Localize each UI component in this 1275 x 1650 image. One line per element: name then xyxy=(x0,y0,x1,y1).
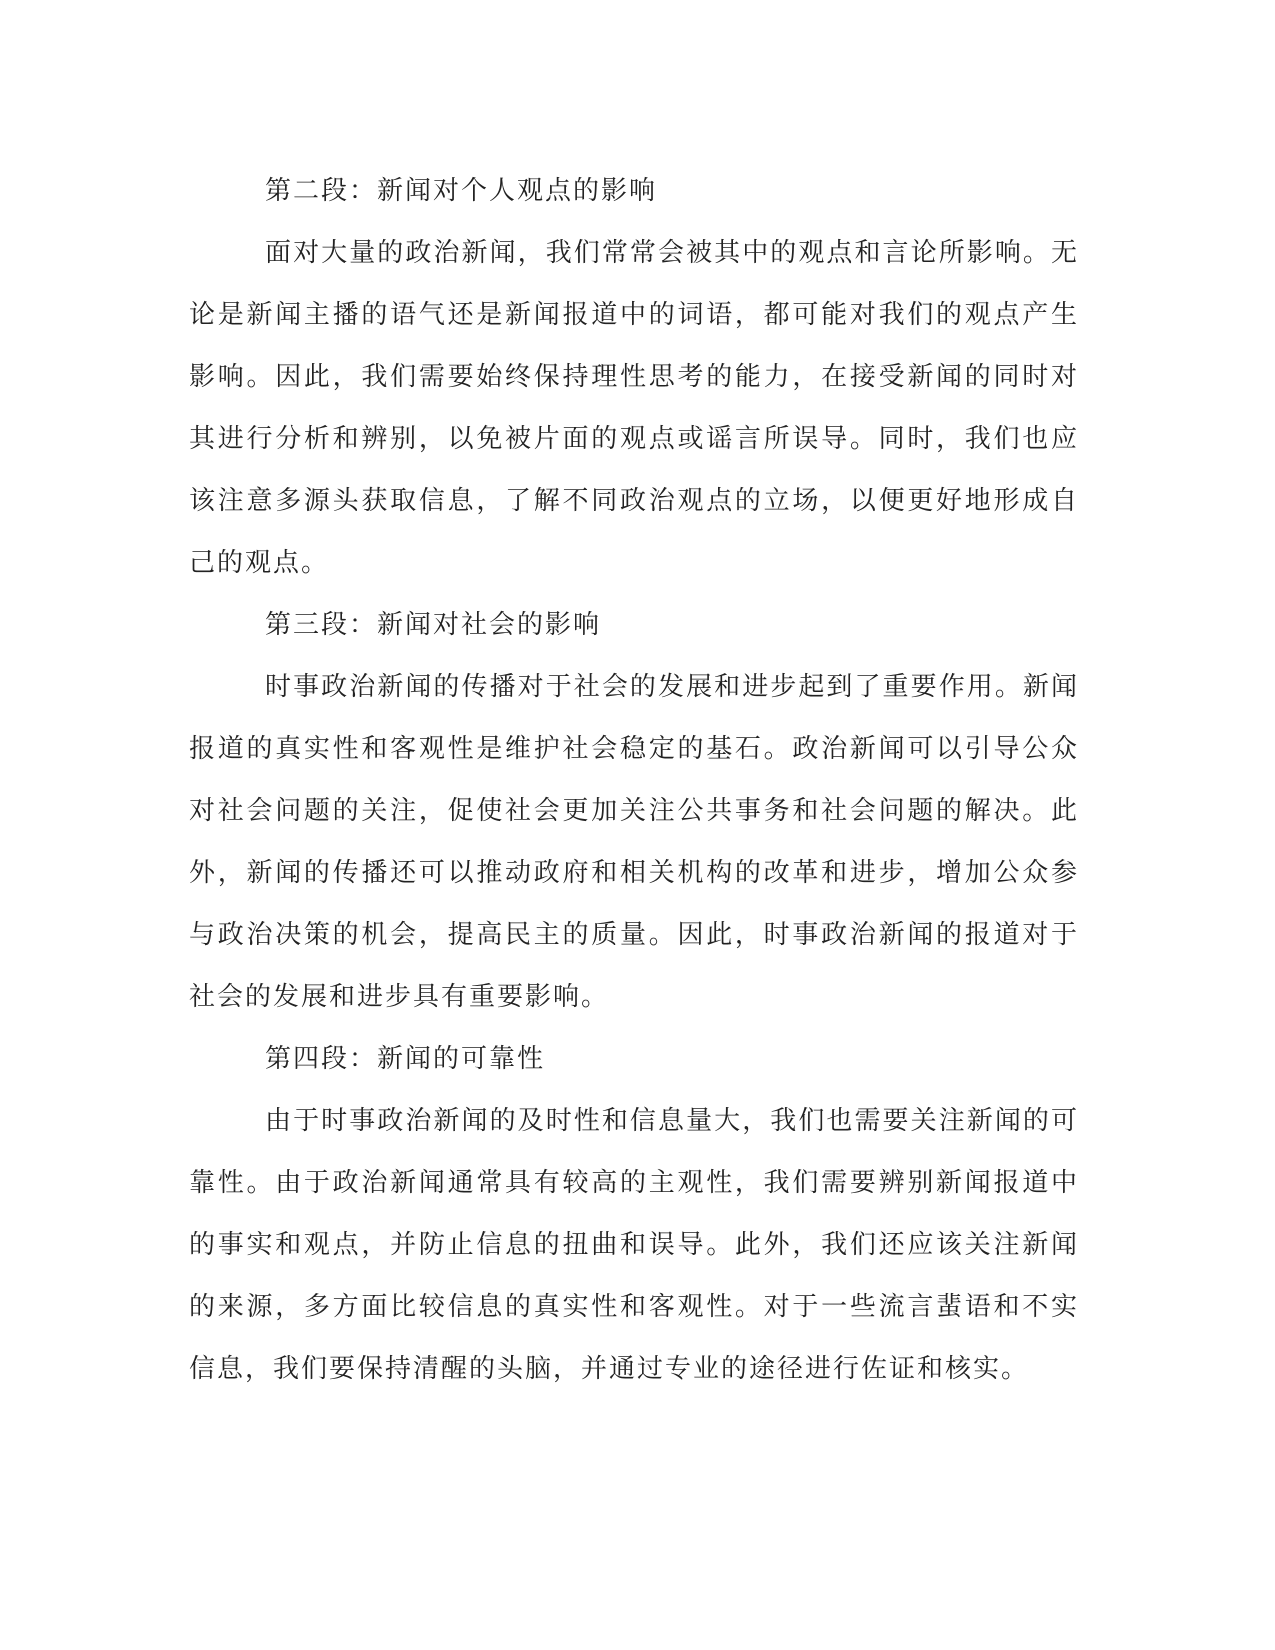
section-heading: 第三段：新闻对社会的影响 xyxy=(265,610,602,640)
section-4 xyxy=(189,1028,1079,1400)
section-2 xyxy=(189,160,1079,594)
section-3 xyxy=(189,594,1079,1028)
section-heading: 第四段：新闻的可靠性 xyxy=(265,1044,546,1074)
section-paragraph: 时事政治新闻的传播对于社会的发展和进步起到了重要作用。新闻报道的真实性和客观性是维护社会稳定的基石。政治新闻可以引导公众对社会问题的关注，促使社会更加关注公共事务和社会问题的解决。此外，新闻的传播还可以推动政府和相关机构的改革和进步，增加公众参与政治决策的机会，提高民主的质量。因此，时事政治新闻的报道对于社会的发展和进步具有重要影响。 xyxy=(189,672,1079,1012)
document-body xyxy=(189,160,1079,1400)
section-paragraph: 面对大量的政治新闻，我们常常会被其中的观点和言论所影响。无论是新闻主播的语气还是新闻报道中的词语，都可能对我们的观点产生影响。因此，我们需要始终保持理性思考的能力，在接受新闻的同时对其进行分析和辨别，以免被片面的观点或谣言所误导。同时，我们也应该注意多源头获取信息，了解不同政治观点的立场，以便更好地形成自己的观点。 xyxy=(189,238,1079,578)
section-paragraph: 由于时事政治新闻的及时性和信息量大，我们也需要关注新闻的可靠性。由于政治新闻通常具有较高的主观性，我们需要辨别新闻报道中的事实和观点，并防止信息的扭曲和误导。此外，我们还应该关注新闻的来源，多方面比较信息的真实性和客观性。对于一些流言蜚语和不实信息，我们要保持清醒的头脑，并通过专业的途径进行佐证和核实。 xyxy=(189,1106,1079,1384)
section-heading: 第二段：新闻对个人观点的影响 xyxy=(265,176,658,206)
